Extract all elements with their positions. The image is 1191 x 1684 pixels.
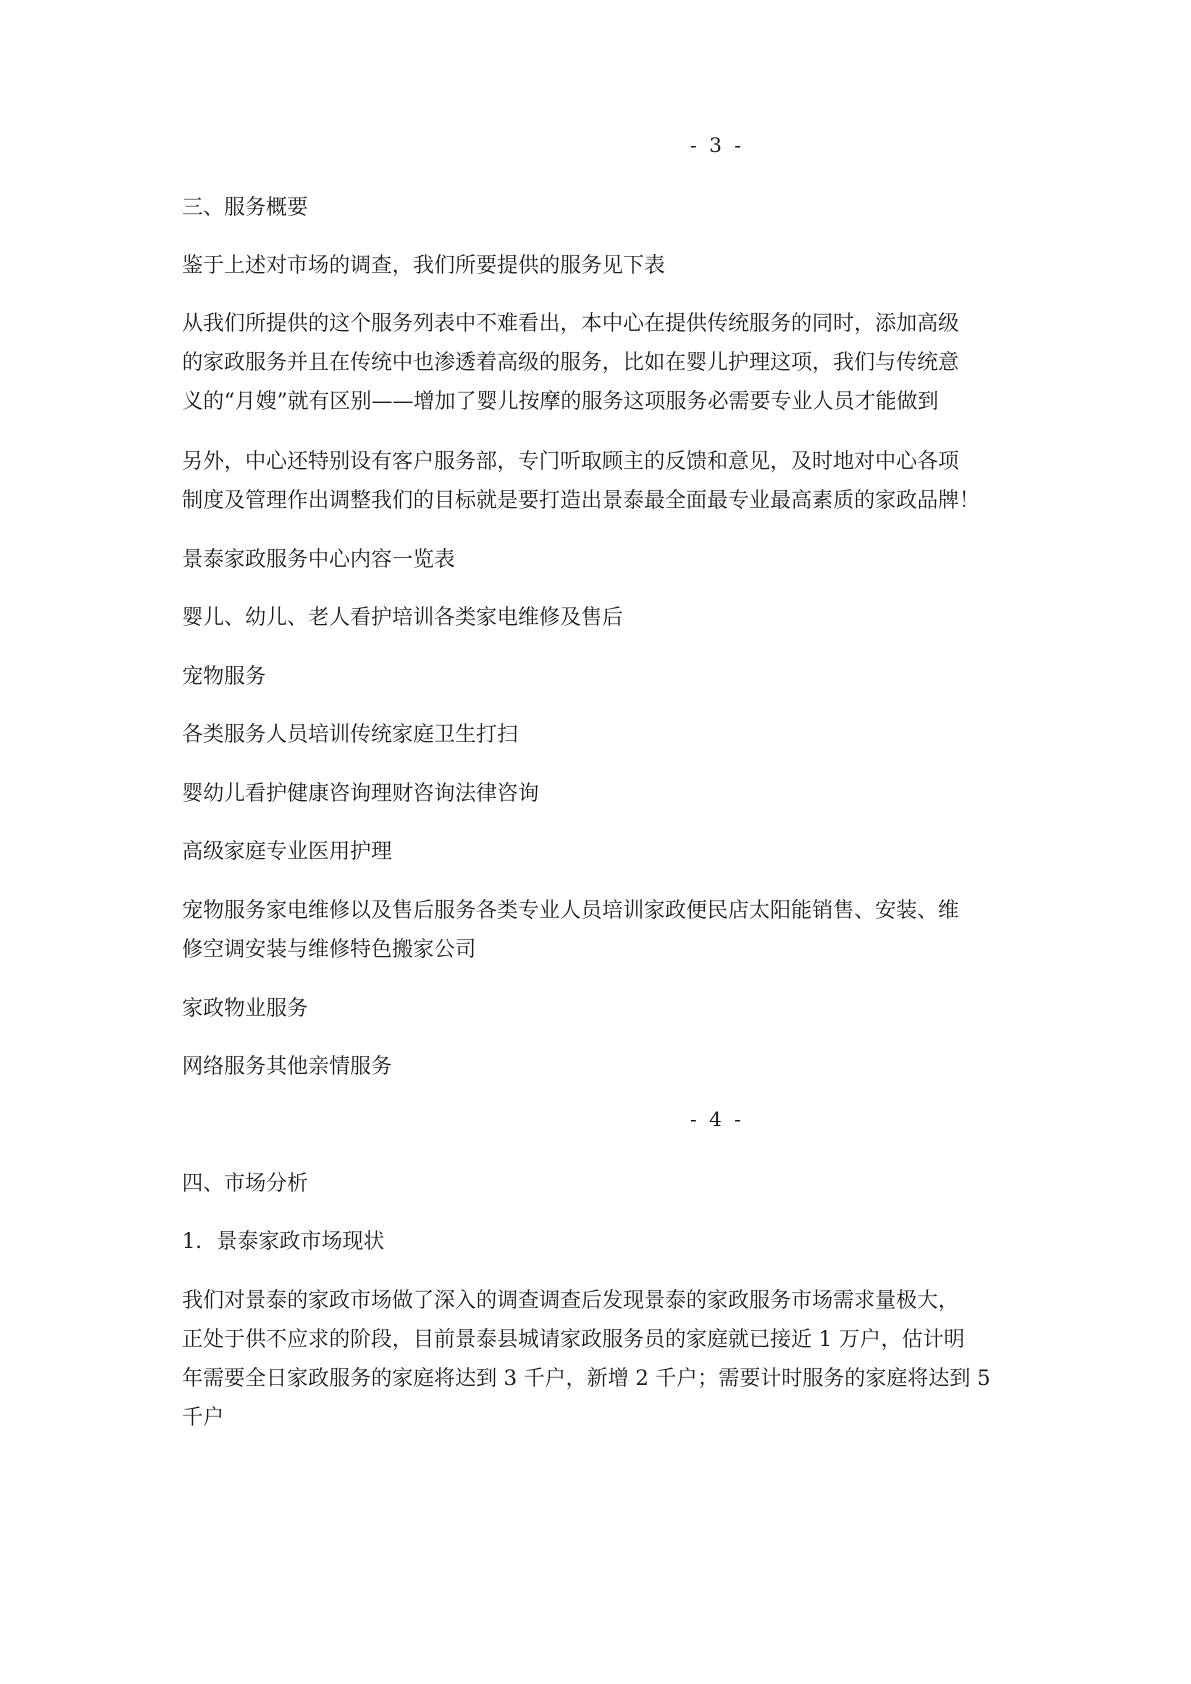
service-item-long [182,891,1032,969]
paragraph-line: 千户 [182,1405,224,1429]
service-item: 各类服务人员培训传统家庭卫生打扫 [182,722,518,746]
market-status-paragraph [182,1281,1032,1437]
page-number-3: - 3 - [690,133,744,157]
section-4-subheading: 1．景泰家政市场现状 [182,1229,385,1253]
paragraph-line: 的家政服务并且在传统中也渗透着高级的服务，比如在婴儿护理这项，我们与传统意 [182,350,959,374]
service-table-title: 景泰家政服务中心内容一览表 [182,547,455,571]
paragraph-line: 我们对景泰的家政市场做了深入的调查调查后发现景泰的家政服务市场需求量极大， [182,1288,959,1312]
paragraph-line: 修空调安装与维修特色搬家公司 [182,937,476,961]
paragraph-line: 义的“月嫂”就有区别——增加了婴儿按摩的服务这项服务必需要专业人员才能做到 [182,389,939,413]
service-overview-paragraph [182,304,1032,421]
customer-service-paragraph [182,442,1032,520]
paragraph-line: 年需要全日家政服务的家庭将达到 3 千户，新增 2 千户；需要计时服务的家庭将达到 5 [182,1366,991,1390]
paragraph-line: 正处于供不应求的阶段，目前景泰县城请家政服务员的家庭就已接近 1 万户，估计明 [182,1327,965,1351]
paragraph-line: 另外，中心还特别设有客户服务部，专门听取顾主的反馈和意见，及时地对中心各项 [182,449,959,473]
section-3-heading: 三、服务概要 [182,195,308,219]
paragraph-line: 宠物服务家电维修以及售后服务各类专业人员培训家政便民店太阳能销售、安装、维 [182,898,959,922]
service-item: 网络服务其他亲情服务 [182,1054,392,1078]
service-item: 宠物服务 [182,664,266,688]
service-item: 高级家庭专业医用护理 [182,839,392,863]
paragraph-line: 从我们所提供的这个服务列表中不难看出，本中心在提供传统服务的同时，添加高级 [182,311,959,335]
section-3-intro: 鉴于上述对市场的调查，我们所要提供的服务见下表 [182,253,665,277]
service-item: 家政物业服务 [182,996,308,1020]
page-number-4: - 4 - [690,1107,744,1131]
paragraph-line: 制度及管理作出调整我们的目标就是要打造出景泰最全面最专业最高素质的家政品牌！ [182,488,980,512]
service-item: 婴幼儿看护健康咨询理财咨询法律咨询 [182,781,539,805]
service-item: 婴儿、幼儿、老人看护培训各类家电维修及售后 [182,605,623,629]
section-4-heading: 四、市场分析 [182,1171,308,1195]
